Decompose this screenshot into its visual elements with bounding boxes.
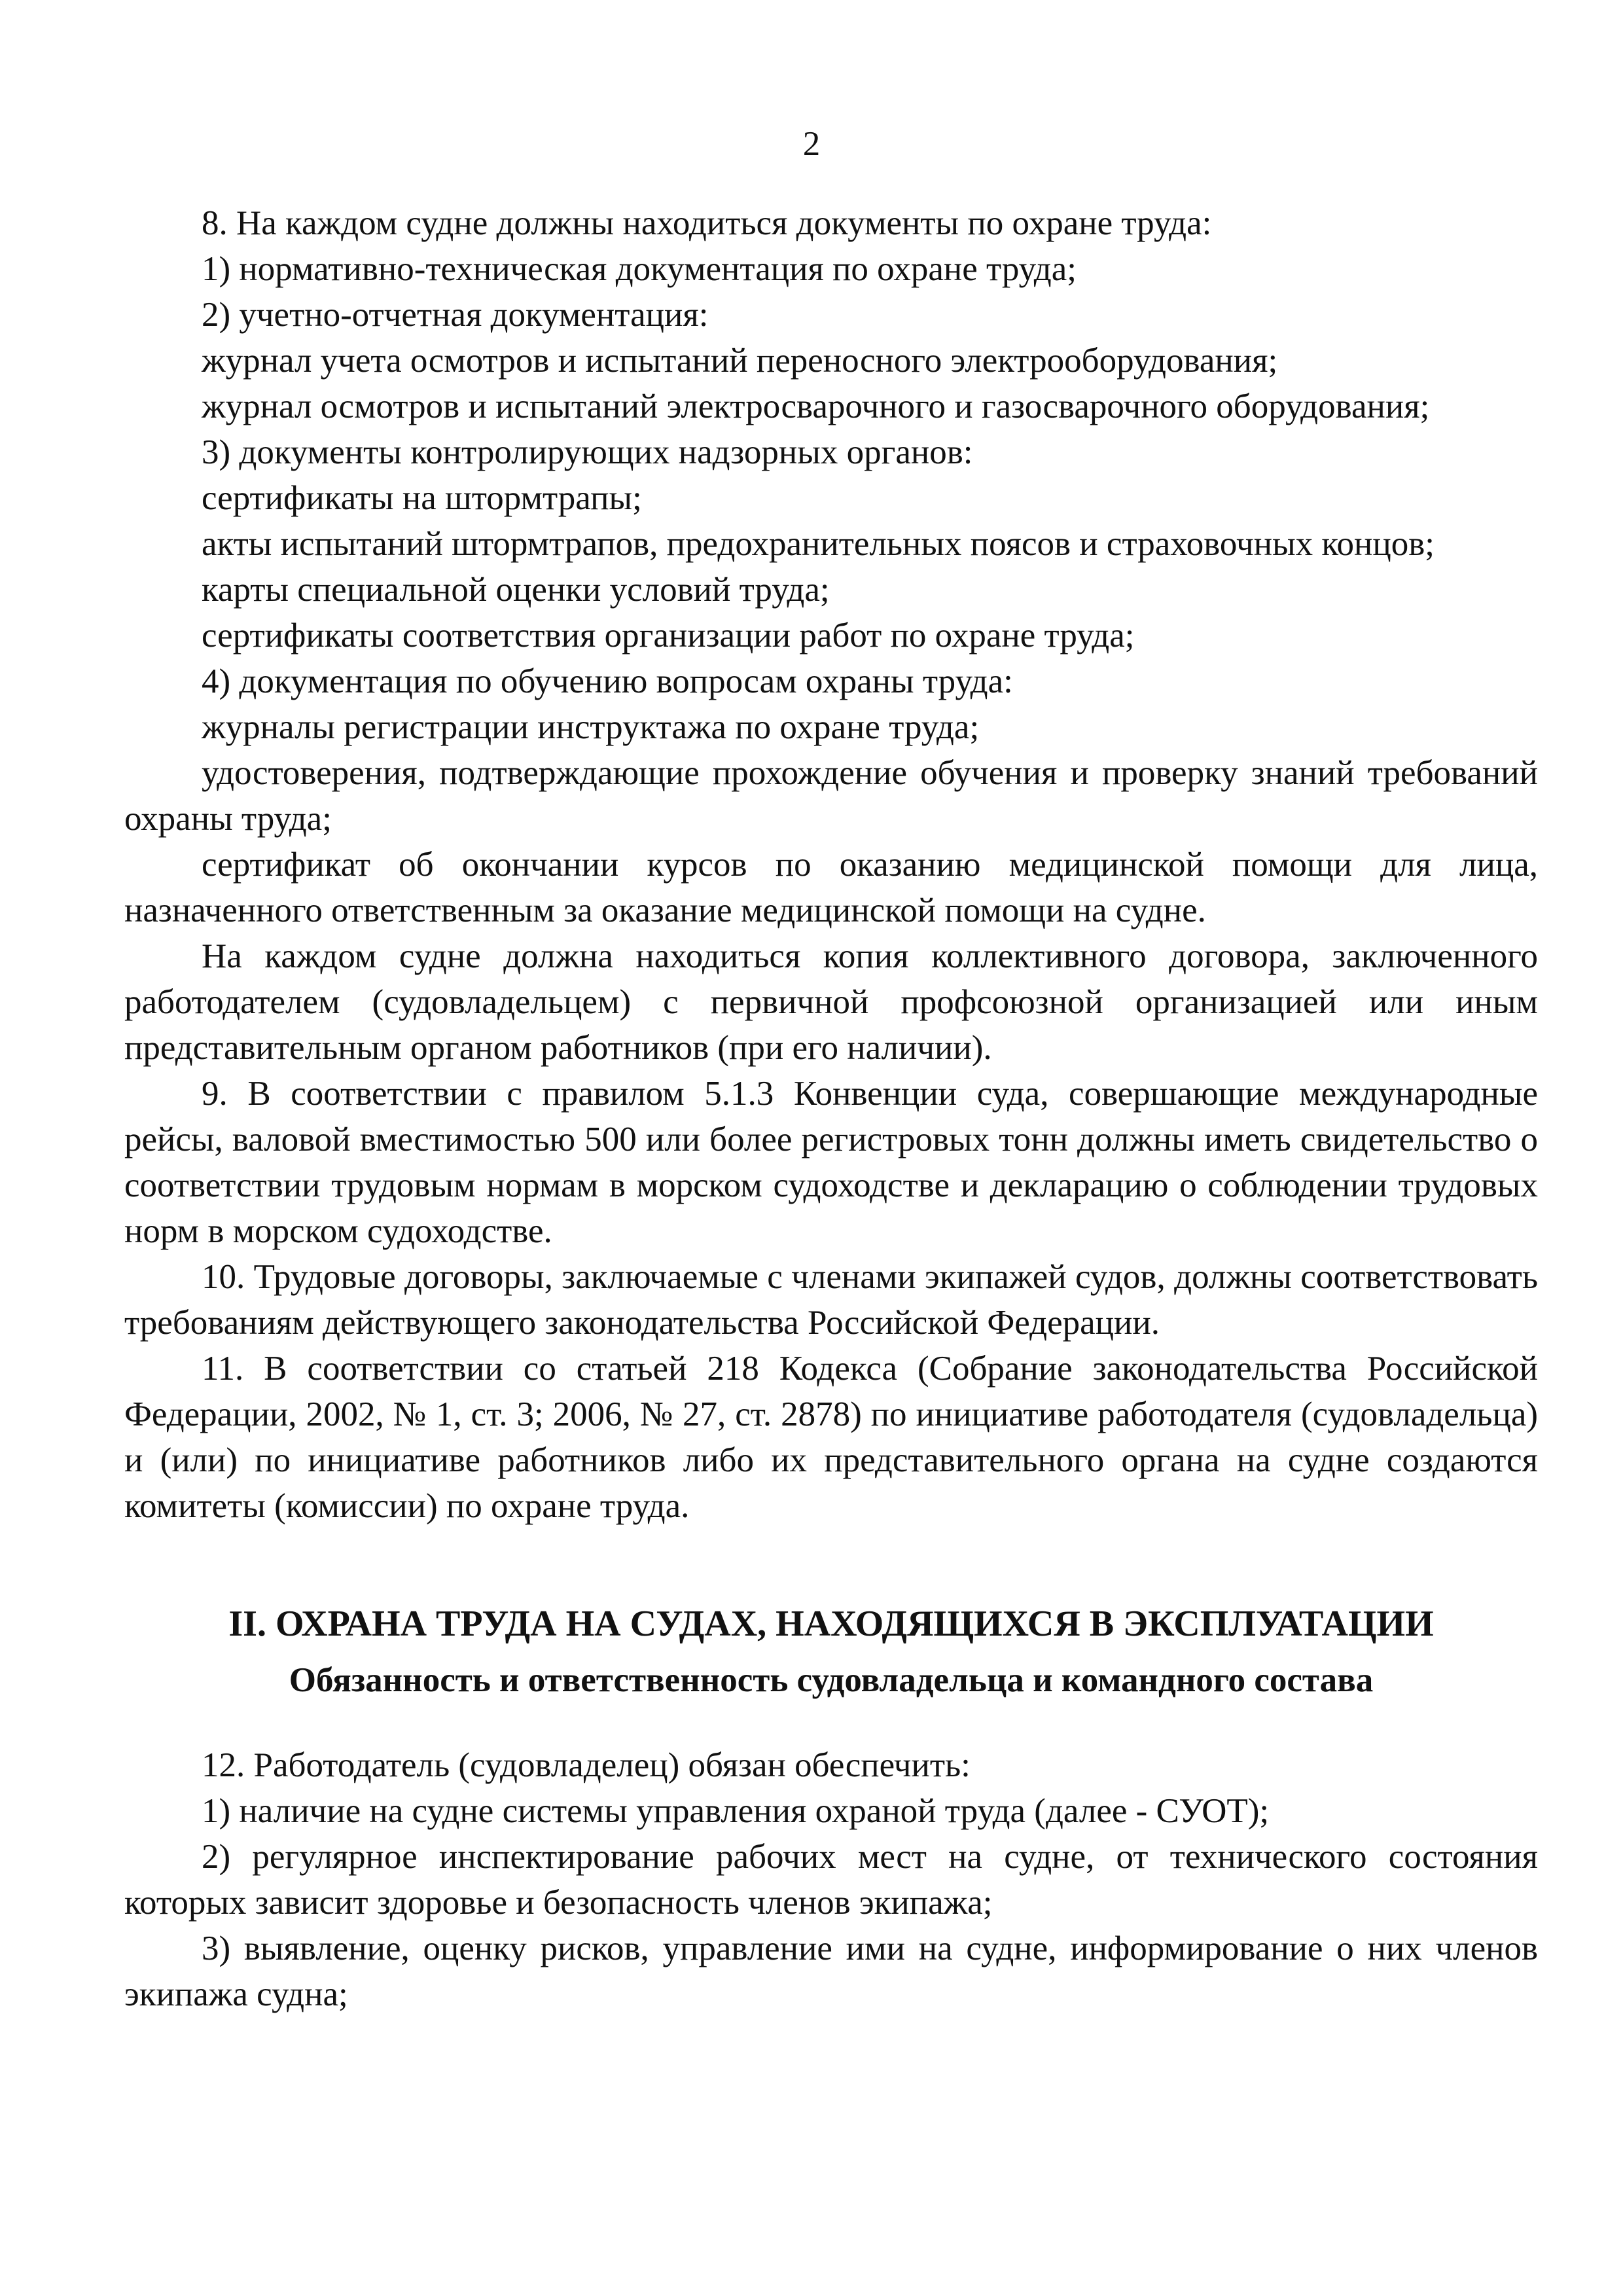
paragraph: 4) документация по обучению вопросам охраны труда:: [202, 662, 1013, 700]
paragraph: журналы регистрации инструктажа по охране труда;: [202, 708, 980, 746]
paragraph: На каждом судне должна находиться копия коллективного договора, заключенного работодателем (судовладельцем) с первичной профсоюзной организацией или иным представительным органом работников (при его наличии).: [124, 937, 1538, 1067]
page-number: 2: [802, 125, 821, 163]
paragraph: 1) наличие на судне системы управления охраной труда (далее - СУОТ);: [202, 1792, 1270, 1830]
paragraph: 3) выявление, оценку рисков, управление ими на судне, информирование о них членов экипажа судна;: [124, 1929, 1538, 2013]
paragraph: 10. Трудовые договоры, заключаемые с членами экипажей судов, должны соответствовать требованиям действующего законодательства Российской Федерации.: [124, 1258, 1538, 1342]
paragraph: сертификаты соответствия организации работ по охране труда;: [202, 617, 1135, 655]
spacer: [124, 1703, 1538, 1742]
paragraph: 8. На каждом судне должны находиться документы по охране труда:: [202, 204, 1212, 242]
paragraph: акты испытаний штормтрапов, предохранительных поясов и страховочных концов;: [202, 525, 1435, 563]
paragraph: 11. В соответствии со статьей 218 Кодекса (Собрание законодательства Российской Федерации, 2002, № 1, ст. 3; 2006, № 27, ст. 2878) по инициативе работодателя (судовладельца) и (или) по инициативе работников либо их представительного органа на судне создаются комитеты (комиссии) по охране труда.: [124, 1350, 1538, 1525]
section-heading: II. ОХРАНА ТРУДА НА СУДАХ, НАХОДЯЩИХСЯ В ЭКСПЛУАТАЦИИ: [228, 1604, 1434, 1644]
paragraph: удостоверения, подтверждающие прохождение обучения и проверку знаний требований охраны труда;: [124, 754, 1538, 838]
paragraph: 1) нормативно-техническая документация по охране труда;: [202, 250, 1077, 288]
document-body: [124, 200, 1538, 2017]
paragraph: журнал учета осмотров и испытаний переносного электрооборудования;: [202, 342, 1278, 380]
paragraph: сертификат об окончании курсов по оказанию медицинской помощи для лица, назначенного ответственным за оказание медицинской помощи на судне.: [124, 846, 1538, 929]
paragraph: карты специальной оценки условий труда;: [202, 571, 830, 609]
paragraph: 12. Работодатель (судовладелец) обязан обеспечить:: [202, 1746, 971, 1784]
subsection-heading: Обязанность и ответственность судовладельца и командного состава: [289, 1661, 1374, 1699]
paragraph: 3) документы контролирующих надзорных органов:: [202, 433, 973, 471]
paragraph: 2) регулярное инспектирование рабочих мест на судне, от технического состояния которых зависит здоровье и безопасность членов экипажа;: [124, 1838, 1538, 1922]
paragraph: 9. В соответствии с правилом 5.1.3 Конвенции суда, совершающие международные рейсы, валовой вместимостью 500 или более регистровых тонн должны иметь свидетельство о соответствии трудовым нормам в морском судоходстве и декларацию о соблюдении трудовых норм в морском судоходстве.: [124, 1075, 1538, 1250]
paragraph: 2) учетно-отчетная документация:: [202, 296, 709, 334]
paragraph: сертификаты на штормтрапы;: [202, 479, 642, 517]
paragraph: журнал осмотров и испытаний электросварочного и газосварочного оборудования;: [202, 387, 1430, 425]
